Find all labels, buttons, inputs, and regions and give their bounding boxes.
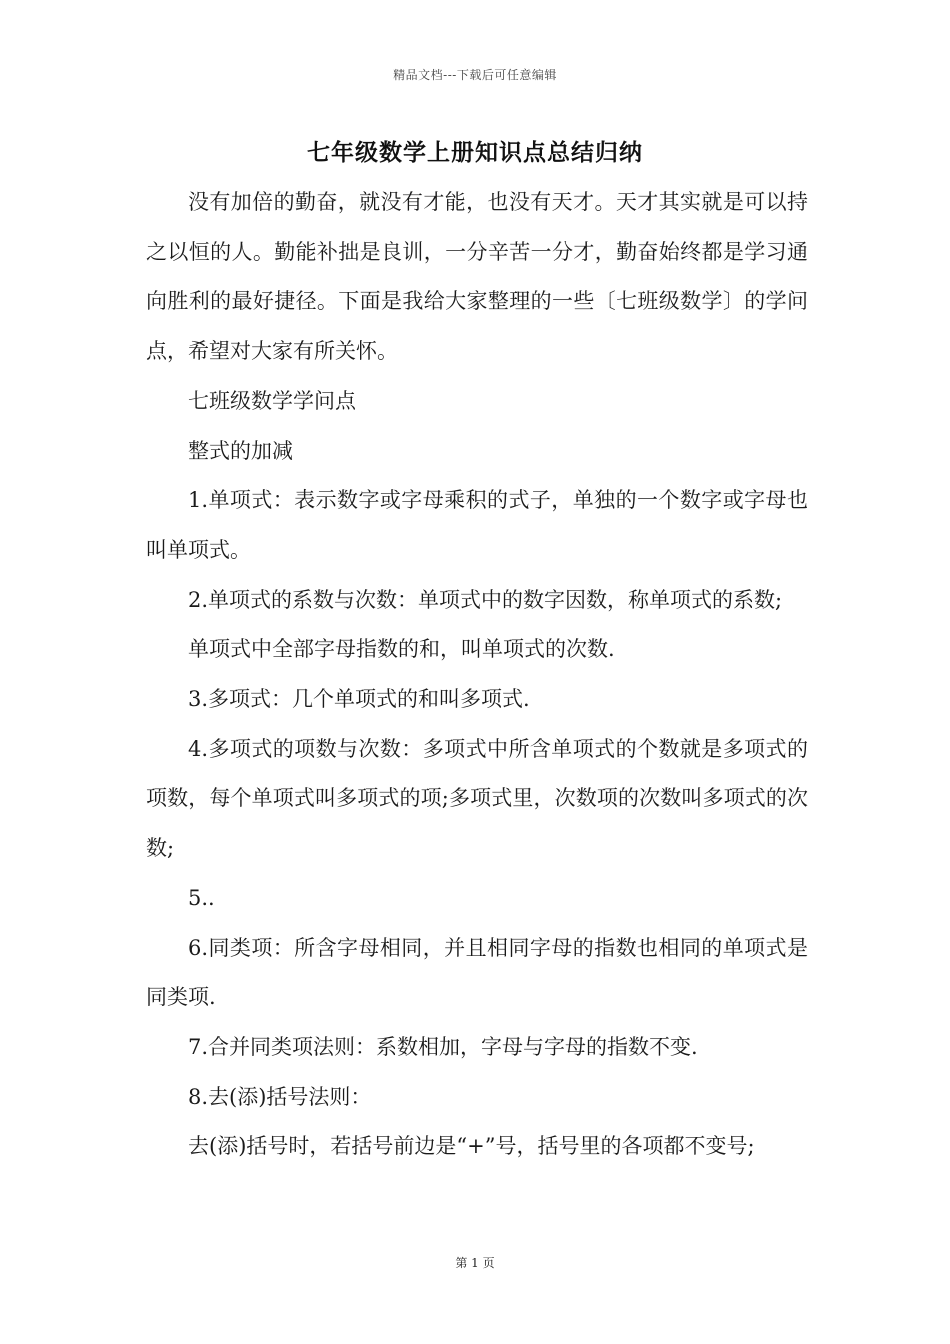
paragraph-item-2-continued: 单项式中全部字母指数的和，叫单项式的次数. — [188, 637, 615, 662]
paragraph-section-heading: 七班级数学学问点 — [188, 388, 356, 413]
paragraph-item-1: 1.单项式：表示数字或字母乘积的式子，单独的一个数字或字母也叫单项式。 — [146, 488, 808, 562]
paragraph-item-8: 8.去(添)括号法则： — [188, 1084, 372, 1109]
page-number: 第 1 页 — [455, 1256, 495, 1270]
paragraph-intro: 没有加倍的勤奋，就没有才能，也没有天才。天才其实就是可以持之以恒的人。勤能补拙是良训，一分辛苦一分才，勤奋始终都是学习通向胜利的最好捷径。下面是我给大家整理的一些〔七班级数学〕的学问点，希望对大家有所关怀。 — [146, 190, 808, 364]
paragraph-item-6: 6.同类项：所含字母相同，并且相同字母的指数也相同的单项式是同类项. — [146, 935, 808, 1010]
paragraph-item-5: 5.. — [188, 885, 215, 910]
paragraph-item-2: 2.单项式的系数与次数：单项式中的数字因数，称单项式的系数; — [188, 587, 783, 612]
paragraph-item-4: 4.多项式的项数与次数：多项式中所含单项式的个数就是多项式的项数，每个单项式叫多项式的项;多项式里，次数项的次数叫多项式的次数; — [146, 736, 808, 861]
paragraph-subsection-heading: 整式的加减 — [188, 438, 293, 463]
document-body — [146, 178, 808, 1172]
page-header: 精品文档---下载后可任意编辑 — [393, 68, 557, 82]
paragraph-item-7: 7.合并同类项法则：系数相加，字母与字母的指数不变. — [188, 1034, 698, 1059]
document-title: 七年级数学上册知识点总结归纳 — [307, 139, 643, 166]
paragraph-item-3: 3.多项式：几个单项式的和叫多项式. — [188, 687, 530, 712]
paragraph-item-8-rule: 去(添)括号时，若括号前边是“+”号，括号里的各项都不变号; — [188, 1134, 755, 1159]
